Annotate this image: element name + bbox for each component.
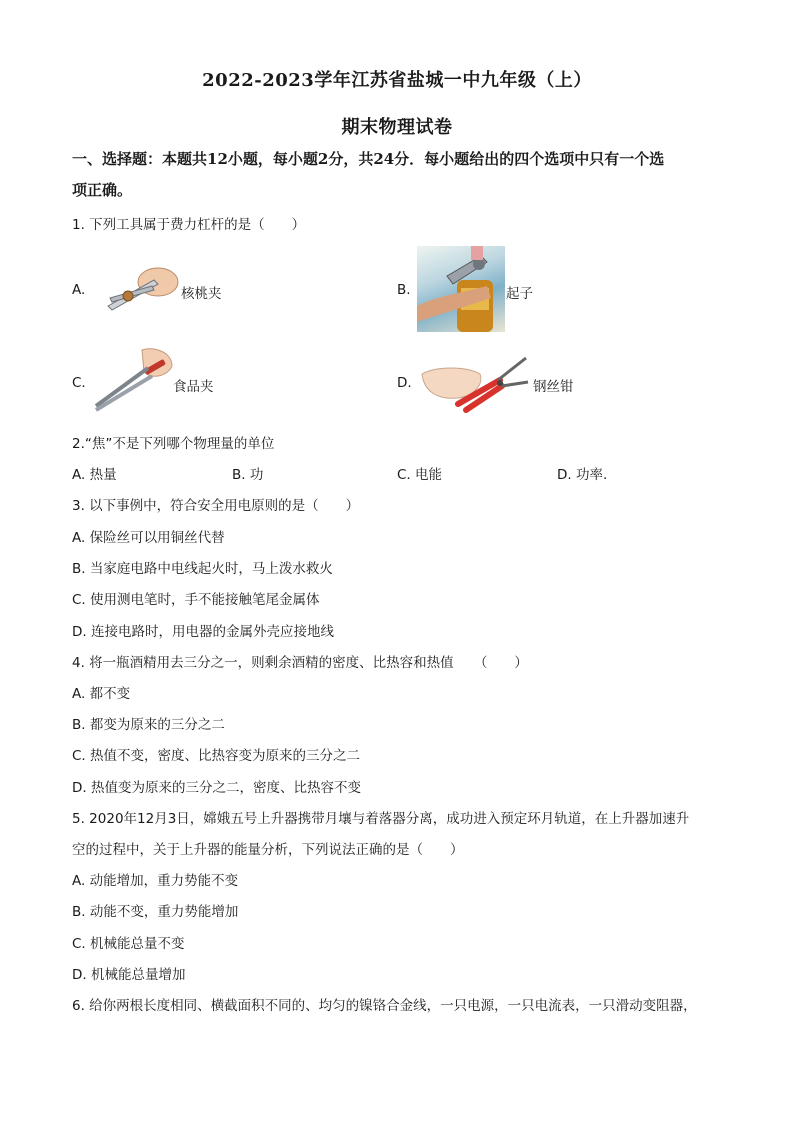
q4-option-a: A. 都不变 <box>72 686 131 702</box>
question-5-stem-line2: 空的过程中，关于上升器的能量分析，下列说法正确的是（ ） <box>72 842 464 858</box>
q4-option-b: B. 都变为原来的三分之二 <box>72 717 225 733</box>
nutcracker-image <box>102 262 182 314</box>
question-4-stem: 4. 将一瓶酒精用去三分之一，则剩余酒精的密度、比热容和热值 （ ） <box>72 655 528 671</box>
q5-option-c: C. 机械能总量不变 <box>72 936 185 952</box>
question-5-stem-line1: 5. 2020年12月3日，嫦娥五号上升器携带月壤与着落器分离，成功进入预定环月轨道，在上升器加速升 <box>72 811 690 827</box>
q2-option-a-letter: A. <box>72 467 86 483</box>
q2-option-d-text: 功率. <box>575 467 608 483</box>
q1-option-d-text: 钢丝钳 <box>533 379 574 395</box>
food-tongs-image <box>92 346 176 414</box>
q2-option-c <box>397 463 442 483</box>
q2-option-b-letter: B. <box>232 467 246 483</box>
q3-option-b: B. 当家庭电路中电线起火时，马上泼水救火 <box>72 561 333 577</box>
question-3-stem: 3. 以下事例中，符合安全用电原则的是（ ） <box>72 498 360 514</box>
question-2-stem: 2.“焦”不是下列哪个物理量的单位 <box>72 436 275 452</box>
q2-option-b-text: 功 <box>249 467 264 483</box>
q2-option-c-text: 电能 <box>415 467 443 483</box>
q5-option-b: B. 动能不变，重力势能增加 <box>72 904 239 920</box>
bottle-opener-photo <box>417 246 505 332</box>
exam-title: 2022-2023学年江苏省盐城一中九年级（上） <box>202 70 592 91</box>
q3-option-a: A. 保险丝可以用铜丝代替 <box>72 530 225 546</box>
q3-option-c: C. 使用测电笔时，手不能接触笔尾金属体 <box>72 592 320 608</box>
q4-option-c: C. 热值不变，密度、比热容变为原来的三分之二 <box>72 748 361 764</box>
q1-option-c-text: 食品夹 <box>173 379 214 395</box>
q2-option-b <box>232 463 263 483</box>
q2-option-c-letter: C. <box>397 467 411 483</box>
q1-option-b-letter: B. <box>397 282 411 298</box>
question-6-stem-line1: 6. 给你两根长度相同、横截面积不同的、均匀的镍铬合金线，一只电源，一只电流表，一只滑动变阻器， <box>72 998 697 1014</box>
q1-option-b-text: 起子 <box>506 286 533 302</box>
exam-subtitle: 期末物理试卷 <box>341 117 453 138</box>
q1-option-a-letter: A. <box>72 282 86 298</box>
section-heading-line2: 项正确。 <box>72 181 133 199</box>
q4-option-d: D. 热值变为原来的三分之二，密度、比热容不变 <box>72 780 361 796</box>
q1-option-d-letter: D. <box>397 375 412 391</box>
q2-option-d <box>557 463 607 483</box>
q2-option-a-text: 热量 <box>89 467 117 483</box>
section-heading <box>72 144 732 206</box>
q1-option-a-text: 核桃夹 <box>181 286 222 302</box>
q5-option-a: A. 动能增加，重力势能不变 <box>72 873 239 889</box>
q5-option-d: D. 机械能总量增加 <box>72 967 186 983</box>
section-heading-line1: 一、选择题：本题共12小题，每小题2分，共24分．每小题给出的四个选项中只有一个选 <box>72 150 665 168</box>
q1-option-c-letter: C. <box>72 375 86 391</box>
q3-option-d: D. 连接电路时，用电器的金属外壳应接地线 <box>72 624 334 640</box>
q2-option-d-letter: D. <box>557 467 572 483</box>
pliers-image <box>418 352 530 414</box>
q2-option-a <box>72 463 117 483</box>
question-1-stem: 1. 下列工具属于费力杠杆的是（ ） <box>72 217 306 233</box>
